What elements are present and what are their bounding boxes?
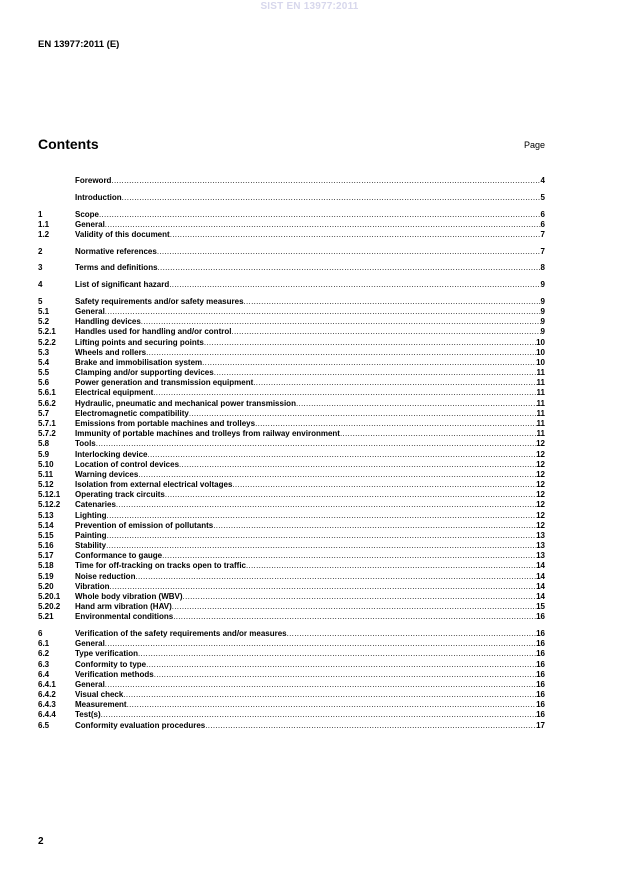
toc-entry-number: 5.7 [38, 408, 50, 418]
dot-leader [179, 460, 536, 470]
toc-entry-title: Isolation from external electrical voltages [75, 480, 233, 490]
toc-entry-number: 2 [38, 246, 43, 256]
toc-entry[interactable] [38, 690, 545, 700]
toc-entry-title: Catenaries [75, 500, 116, 510]
dot-leader [169, 280, 540, 290]
toc-entry-number: 5.3 [38, 347, 50, 357]
dot-leader [157, 247, 541, 257]
toc-entry-page: 13 [536, 541, 545, 551]
toc-entry[interactable] [38, 210, 545, 220]
toc-entry-page: 9 [540, 327, 545, 337]
contents-heading: Contents [38, 136, 99, 152]
dot-leader [105, 307, 541, 317]
toc-entry-number: 5.4 [38, 357, 50, 367]
toc-entry-title: Conformity to type [75, 659, 147, 669]
toc-entry-title: Noise reduction [75, 571, 136, 581]
dot-leader [253, 378, 536, 388]
dot-leader [340, 429, 537, 439]
toc-entry[interactable] [38, 399, 545, 409]
dot-leader [165, 490, 536, 500]
toc-entry[interactable] [38, 176, 545, 186]
toc-entry-page: 11 [536, 398, 545, 408]
toc-entry-page: 11 [536, 368, 545, 378]
toc-entry-title: Test(s) [75, 710, 101, 720]
toc-entry-title: Terms and definitions [75, 263, 158, 273]
dot-leader [204, 338, 536, 348]
dot-leader [135, 572, 536, 582]
toc-entry-title: Stability [75, 541, 107, 551]
toc-entry-title: General [75, 639, 105, 649]
dot-leader [153, 388, 536, 398]
toc-entry-number: 6.4 [38, 669, 50, 679]
dot-leader [214, 368, 537, 378]
toc-entry[interactable] [38, 629, 545, 639]
dot-leader [138, 649, 536, 659]
dot-leader [189, 409, 537, 419]
toc-entry-page: 10 [536, 337, 545, 347]
toc-entry-page: 17 [536, 720, 545, 730]
toc-entry-number: 6.4.3 [38, 700, 56, 710]
toc-entry[interactable] [38, 660, 545, 670]
toc-entry-page: 16 [536, 690, 545, 700]
toc-entry[interactable] [38, 317, 545, 327]
toc-entry-page: 16 [536, 700, 545, 710]
toc-entry-title: Lighting [75, 510, 107, 520]
toc-entry[interactable] [38, 710, 545, 720]
toc-entry[interactable] [38, 348, 545, 358]
toc-entry-title: Conformance to gauge [75, 551, 163, 561]
toc-entry[interactable] [38, 582, 545, 592]
toc-entry-number: 5.9 [38, 449, 50, 459]
dot-leader [255, 419, 536, 429]
toc-entry-page: 14 [536, 591, 545, 601]
toc-entry-page: 11 [536, 388, 545, 398]
toc-entry-title: Validity of this document [75, 229, 170, 239]
toc-entry-number: 5.19 [38, 571, 54, 581]
toc-entry[interactable] [38, 480, 545, 490]
toc-entry[interactable] [38, 307, 545, 317]
toc-entry[interactable] [38, 409, 545, 419]
toc-entry-number: 5.6 [38, 378, 50, 388]
toc-entry-number: 5.13 [38, 510, 54, 520]
dot-leader [172, 602, 536, 612]
toc-entry[interactable] [38, 521, 545, 531]
toc-entry-page: 9 [540, 280, 545, 290]
toc-entry-page: 16 [536, 669, 545, 679]
toc-entry-page: 12 [536, 439, 545, 449]
toc-entry-title: Lifting points and securing points [75, 337, 204, 347]
dot-leader [246, 561, 536, 571]
toc-entry[interactable] [38, 612, 545, 622]
toc-entry[interactable] [38, 639, 545, 649]
toc-entry[interactable] [38, 247, 545, 257]
toc-entry-title: Hydraulic, pneumatic and mechanical power transmission [75, 398, 296, 408]
toc-entry-title: Normative references [75, 246, 157, 256]
toc-entry-number: 5.20 [38, 581, 54, 591]
toc-entry[interactable] [38, 460, 545, 470]
toc-entry[interactable] [38, 378, 545, 388]
toc-entry-number: 5.2.1 [38, 327, 56, 337]
toc-entry-title: Emissions from portable machines and trolleys [75, 419, 256, 428]
toc-entry-page: 15 [536, 602, 545, 612]
toc-entry-number: 5.12.1 [38, 490, 61, 500]
dot-leader [146, 660, 536, 670]
toc-entry-number: 5.1 [38, 307, 50, 317]
toc-entry-page: 9 [540, 317, 545, 327]
toc-entry-page: 7 [540, 246, 545, 256]
toc-entry-title: Electrical equipment [75, 388, 154, 398]
dot-leader [162, 551, 536, 561]
dot-leader [107, 531, 537, 541]
toc-entry[interactable] [38, 263, 545, 273]
dot-leader [244, 297, 541, 307]
toc-entry-title: Verification of the safety requirements and/or measures [75, 629, 287, 639]
toc-entry[interactable] [38, 541, 545, 551]
toc-entry-number: 5.16 [38, 541, 54, 551]
toc-entry[interactable] [38, 592, 545, 602]
toc-entry-page: 11 [536, 419, 545, 428]
toc-entry-number: 5 [38, 296, 43, 306]
toc-entry[interactable] [38, 700, 545, 710]
toc-entry-title: Wheels and rollers [75, 347, 147, 357]
page-number: 2 [38, 836, 44, 847]
toc-entry-number: 5.8 [38, 439, 50, 449]
toc-entry[interactable] [38, 193, 545, 203]
toc-entry-title: Prevention of emission of pollutants [75, 520, 214, 530]
dot-leader [146, 348, 536, 358]
toc-entry-title: Handles used for handling and/or control [75, 327, 232, 337]
dot-leader [138, 470, 536, 480]
toc-entry-number: 6.4.2 [38, 690, 56, 700]
toc-entry-title: List of significant hazard [75, 280, 170, 290]
toc-entry-title: Visual check [75, 690, 124, 700]
toc-entry-page: 12 [536, 520, 545, 530]
dot-leader [158, 263, 541, 273]
watermark: SIST EN 13977:2011 [260, 1, 359, 12]
toc-entry-page: 11 [536, 378, 545, 388]
toc-entry-number: 6.2 [38, 649, 50, 659]
toc-entry-page: 13 [536, 530, 545, 540]
toc-entry-page: 12 [536, 480, 545, 490]
dot-leader [110, 582, 537, 592]
toc-entry-page: 12 [536, 469, 545, 479]
toc-entry-number: 1.1 [38, 219, 50, 229]
toc-entry-title: Tools [75, 439, 96, 449]
dot-leader [141, 317, 541, 327]
toc-entry-page: 16 [536, 629, 545, 639]
toc-entry-title: Painting [75, 530, 107, 540]
dot-leader [105, 639, 536, 649]
dot-leader [123, 690, 536, 700]
toc-entry-page: 7 [540, 229, 545, 239]
toc-entry-page: 4 [540, 176, 545, 185]
table-of-contents [38, 176, 545, 731]
dot-leader [111, 176, 540, 186]
dot-leader [122, 193, 541, 203]
toc-entry-title: Introduction [75, 192, 122, 202]
dot-leader [202, 358, 536, 368]
toc-entry-page: 16 [536, 612, 545, 622]
toc-entry-title: Conformity evaluation procedures [75, 720, 206, 730]
toc-entry-title: Operating track circuits [75, 490, 165, 500]
toc-entry-number: 5.7.1 [38, 419, 56, 428]
toc-entry-page: 6 [540, 219, 545, 229]
toc-entry-title: Warning devices [75, 469, 139, 479]
toc-entry[interactable] [38, 280, 545, 290]
toc-entry-number: 6.4.1 [38, 679, 56, 689]
toc-entry-page: 14 [536, 571, 545, 581]
dot-leader [173, 612, 536, 622]
dot-leader [213, 521, 536, 531]
toc-entry-title: Type verification [75, 649, 138, 659]
toc-entry-number: 6.3 [38, 659, 50, 669]
toc-entry[interactable] [38, 649, 545, 659]
toc-entry[interactable] [38, 572, 545, 582]
toc-entry-page: 16 [536, 659, 545, 669]
toc-entry[interactable] [38, 368, 545, 378]
toc-entry-page: 13 [536, 551, 545, 561]
toc-entry-page: 11 [536, 429, 545, 439]
toc-entry[interactable] [38, 561, 545, 571]
toc-entry[interactable] [38, 439, 545, 449]
toc-entry-page: 11 [536, 408, 545, 418]
dot-leader [183, 592, 537, 602]
toc-entry[interactable] [38, 358, 545, 368]
toc-entry-number: 5.2 [38, 317, 50, 327]
toc-entry-page: 16 [536, 679, 545, 689]
toc-entry-title: Verification methods [75, 669, 154, 679]
toc-entry-title: General [75, 219, 105, 229]
toc-entry-title: Time for off-tracking on tracks open to traffic [75, 561, 246, 571]
toc-entry-page: 10 [536, 347, 545, 357]
dot-leader [106, 541, 536, 551]
dot-leader [231, 327, 540, 337]
toc-entry-title: Power generation and transmission equipment [75, 378, 254, 388]
toc-entry-page: 12 [536, 500, 545, 510]
toc-entry-title: Foreword [75, 176, 112, 185]
toc-entry-number: 3 [38, 263, 43, 273]
toc-entry-number: 5.7.2 [38, 429, 56, 439]
dot-leader [154, 670, 536, 680]
toc-entry[interactable] [38, 551, 545, 561]
toc-entry-number: 4 [38, 280, 43, 290]
toc-entry-page: 12 [536, 490, 545, 500]
dot-leader [107, 511, 537, 521]
toc-entry-number: 5.20.1 [38, 591, 61, 601]
toc-entry-number: 5.6.2 [38, 398, 56, 408]
toc-entry-title: Whole body vibration (WBV) [75, 591, 183, 601]
toc-entry[interactable] [38, 220, 545, 230]
dot-leader [287, 629, 536, 639]
toc-entry[interactable] [38, 230, 545, 240]
dot-leader [105, 220, 541, 230]
toc-entry-page: 9 [540, 307, 545, 317]
toc-entry-number: 5.17 [38, 551, 54, 561]
toc-entry-number: 1.2 [38, 229, 50, 239]
toc-entry-title: General [75, 307, 105, 317]
toc-entry-number: 5.18 [38, 561, 54, 571]
toc-entry[interactable] [38, 297, 545, 307]
toc-entry-title: Immunity of portable machines and trolleys from railway environment [75, 429, 340, 439]
toc-entry[interactable] [38, 419, 545, 429]
toc-entry-number: 5.10 [38, 459, 54, 469]
toc-entry-title: Hand arm vibration (HAV) [75, 602, 172, 612]
toc-entry-number: 5.2.2 [38, 337, 56, 347]
toc-entry[interactable] [38, 511, 545, 521]
toc-entry-page: 16 [536, 649, 545, 659]
dot-leader [99, 210, 541, 220]
dot-leader [116, 500, 536, 510]
page-column-label: Page [523, 140, 545, 150]
toc-entry-page: 12 [536, 510, 545, 520]
toc-entry-title: Measurement [75, 700, 127, 710]
dot-leader [147, 450, 536, 460]
toc-entry-page: 9 [540, 296, 545, 306]
toc-entry-title: Scope [75, 209, 100, 219]
toc-entry-page: 14 [536, 561, 545, 571]
toc-entry[interactable] [38, 680, 545, 690]
toc-entry[interactable] [38, 327, 545, 337]
dot-leader [101, 710, 536, 720]
toc-entry-number: 5.21 [38, 612, 54, 622]
toc-entry-title: Safety requirements and/or safety measures [75, 296, 244, 306]
toc-entry-title: General [75, 679, 105, 689]
dot-leader [96, 439, 536, 449]
toc-entry-page: 12 [536, 459, 545, 469]
toc-entry-page: 6 [540, 209, 545, 219]
toc-entry-title: Vibration [75, 581, 110, 591]
toc-entry-number: 5.12.2 [38, 500, 61, 510]
toc-entry-title: Environmental conditions [75, 612, 174, 622]
toc-entry-title: Electromagnetic compatibility [75, 408, 189, 418]
toc-entry[interactable] [38, 338, 545, 348]
toc-entry-title: Brake and immobilisation system [75, 357, 203, 367]
dot-leader [127, 700, 537, 710]
toc-entry[interactable] [38, 470, 545, 480]
toc-entry[interactable] [38, 670, 545, 680]
toc-entry[interactable] [38, 388, 545, 398]
toc-entry-number: 6.1 [38, 639, 50, 649]
toc-entry-title: Handling devices [75, 317, 141, 327]
dot-leader [205, 721, 536, 731]
toc-entry-page: 12 [536, 449, 545, 459]
toc-entry-number: 5.11 [38, 469, 54, 479]
toc-entry-title: Clamping and/or supporting devices [75, 368, 214, 378]
toc-entry-number: 5.20.2 [38, 602, 61, 612]
dot-leader [232, 480, 536, 490]
toc-entry-page: 16 [536, 639, 545, 649]
toc-entry-page: 8 [540, 263, 545, 273]
toc-entry[interactable] [38, 490, 545, 500]
toc-entry-number: 5.15 [38, 530, 54, 540]
toc-entry-page: 16 [536, 710, 545, 720]
toc-entry-number: 6.5 [38, 720, 50, 730]
toc-entry-number: 1 [38, 209, 43, 219]
toc-entry[interactable] [38, 450, 545, 460]
toc-entry-number: 5.5 [38, 368, 50, 378]
toc-entry-number: 5.6.1 [38, 388, 56, 398]
toc-entry-number: 6 [38, 629, 43, 639]
toc-entry[interactable] [38, 602, 545, 612]
toc-entry[interactable] [38, 531, 545, 541]
toc-entry-number: 5.14 [38, 520, 54, 530]
dot-leader [105, 680, 536, 690]
dot-leader [170, 230, 541, 240]
toc-entry[interactable] [38, 500, 545, 510]
dot-leader [296, 399, 537, 409]
toc-entry-number: 6.4.4 [38, 710, 56, 720]
toc-entry-page: 14 [536, 581, 545, 591]
toc-entry-page: 5 [540, 192, 545, 202]
toc-entry-page: 10 [536, 357, 545, 367]
toc-entry-title: Interlocking device [75, 449, 148, 459]
toc-entry[interactable] [38, 429, 545, 439]
toc-entry-title: Location of control devices [75, 459, 180, 469]
toc-entry[interactable] [38, 721, 545, 731]
toc-entry-number: 5.12 [38, 480, 54, 490]
document-id: EN 13977:2011 (E) [38, 39, 120, 50]
